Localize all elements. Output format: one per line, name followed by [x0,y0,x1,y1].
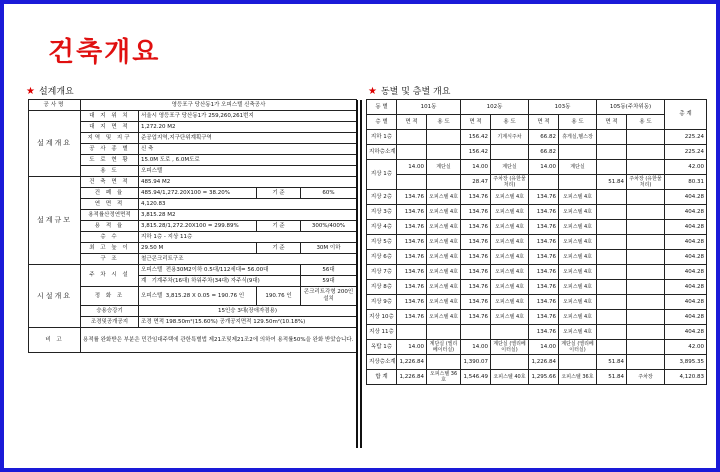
table-cell: 휴게실,헬스장 [559,130,597,145]
cell-category: 비 고 [29,328,81,353]
cell-label: 기 준 [257,188,301,199]
document-frame [4,4,716,468]
table-cell: 134.76 [397,295,427,310]
floor-label-cell: 지상 3층 [367,205,397,220]
header-cell: 총 계 [665,100,707,130]
total-cell: 404.28 [665,295,707,310]
table-cell: 14.00 [529,160,559,175]
header-cell: 면 적 [529,115,559,130]
table-cell: 오피스텔 4호 [559,250,597,265]
table-cell [491,325,529,340]
table-cell: 14.00 [397,160,427,175]
divider [356,100,358,448]
divider [360,100,362,448]
table-cell: 계단실 (엘리베이터실) [559,340,597,355]
table-cell [627,145,665,160]
table-cell: 134.76 [397,310,427,325]
table-cell: 오피스텔 4호 [427,235,461,250]
table-cell [427,325,461,340]
table-cell [627,130,665,145]
table-row [367,175,707,190]
section-heading-design [26,84,74,97]
floor-label-cell: 옥탑 1층 [367,340,397,355]
cell-sub: 오피스텔 [141,266,163,273]
table-cell: 134.76 [529,280,559,295]
total-cell: 3,895.35 [665,355,707,370]
cell-value: 서울시 영등포구 당산동1가 259,260,261번지 [139,111,357,122]
cell-value [139,276,301,287]
table-cell: 134.76 [461,235,491,250]
total-cell: 225.24 [665,145,707,160]
table-cell: 1,226.84 [529,355,559,370]
cell-value: 59대 [301,276,357,287]
table-row [367,145,707,160]
cell-value [139,265,301,276]
table-row [29,177,357,188]
cell-label: 건 축 면 적 [81,177,139,188]
table-cell: 134.76 [529,295,559,310]
cell-label: 용적률산정연면적 [81,210,139,221]
cell-label: 주 차 시 설 [81,265,139,287]
table-cell: 134.76 [529,250,559,265]
table-cell [597,295,627,310]
table-cell [627,190,665,205]
cell-label: 용 적 율 [81,221,139,232]
table-cell [627,220,665,235]
header-cell: 105동(주차위동) [597,100,665,115]
table-cell: 1,226.84 [397,370,427,385]
cell-value: 용적률 완화받은 부분은 민간임대주택에 관한특별법 제21조및제21조2에 의하여 용적률50%을 완화 받았습니다. [81,328,357,353]
table-cell: 오피스텔 36호 [559,370,597,385]
table-cell: 오피스텔 4호 [559,295,597,310]
table-cell: 오피스텔 4호 [559,190,597,205]
total-cell: 4,120.83 [665,370,707,385]
cell-value: 조경 면적 198.50m²(15.60%) 공개공지면적 129.50m²(10.18%) [139,317,357,328]
table-cell: 오피스텔 40호 [491,370,529,385]
table-cell: 134.76 [397,220,427,235]
cell-value: 오피스텔 [139,166,357,177]
table-cell: 134.76 [529,265,559,280]
floor-label-cell: 지상 9층 [367,295,397,310]
star-icon: ★ [26,86,35,97]
cell-label: 공 사 종 별 [81,144,139,155]
table-cell [597,220,627,235]
cell-value: 콘크리트각형 200인 설치 [301,287,357,306]
table-cell [529,175,559,190]
table-cell: 오피스텔 4호 [427,250,461,265]
cell-value: 485.94 M2 [139,177,357,188]
total-cell: 404.28 [665,250,707,265]
floor-label-cell: 지상 8층 [367,280,397,295]
cell-value: 준공업지역,지구단위계획구역 [139,133,357,144]
cell-label: 대 지 면 적 [81,122,139,133]
table-cell: 51.84 [597,370,627,385]
table-cell: 오피스텔 4호 [559,310,597,325]
table-row [367,160,707,175]
cell-value: 29.50 M [139,243,257,254]
table-cell [597,205,627,220]
table-row [367,250,707,265]
table-cell: 주차장 [627,370,665,385]
table-cell: 134.76 [397,280,427,295]
cell-label: 용 도 [81,166,139,177]
table-cell: 오피스텔 4호 [559,265,597,280]
cell-sub: 전용30M2이하 0.5대/112세대= 56.00대 [165,266,269,273]
floor-overview-table [366,99,707,385]
cell-value: 3,815.28 M2 [139,210,357,221]
total-cell: 404.28 [665,280,707,295]
table-cell: 134.76 [461,250,491,265]
table-cell: 14.00 [461,160,491,175]
table-cell: 51.84 [597,175,627,190]
cell-category: 설계규모 [29,177,81,265]
total-cell: 404.28 [665,235,707,250]
table-cell: 오피스텔 4호 [427,265,461,280]
cell-value: 15.0M 도로 , 6.0M도로 [139,155,357,166]
table-row [29,100,357,111]
table-cell: 오피스텔 4호 [559,205,597,220]
table-cell: 오피스텔 4호 [559,325,597,340]
floor-label-cell: 지상 2층 [367,190,397,205]
table-cell: 14.00 [397,340,427,355]
table-cell [427,175,461,190]
header-cell [367,100,397,115]
table-cell [627,340,665,355]
table-cell: 오피스텔 4호 [491,250,529,265]
table-cell: 134.76 [529,190,559,205]
table-cell [427,145,461,160]
table-row [367,355,707,370]
table-cell [627,325,665,340]
table-cell: 계단실 (엘리베이터실) [491,340,529,355]
table-cell: 134.76 [397,235,427,250]
cell-category: 공사명 [29,100,81,111]
table-cell: 134.76 [461,280,491,295]
section-heading-floors [368,84,450,97]
table-cell: 134.76 [461,310,491,325]
table-cell [597,250,627,265]
table-cell: 134.76 [397,205,427,220]
table-cell: 주차장 (유한물처리) [627,175,665,190]
table-row [367,205,707,220]
cell-value: 4,120.83 [139,199,357,210]
total-cell: 404.28 [665,220,707,235]
table-cell [597,280,627,295]
cell-value: 철근콘크리트구조 [139,254,357,265]
table-row [367,220,707,235]
table-cell: 134.76 [529,310,559,325]
table-cell: 134.76 [461,295,491,310]
table-cell: 14.00 [461,340,491,355]
floor-label-cell: 지상 11층 [367,325,397,340]
header-text: 동 별 [375,103,388,110]
header-cell: 103동 [529,100,597,115]
table-cell [627,205,665,220]
table-cell: 오피스텔 4호 [491,265,529,280]
table-cell: 134.76 [461,265,491,280]
total-cell: 225.24 [665,130,707,145]
table-row [29,111,357,122]
table-row [367,340,707,355]
cell-category: 설계개요 [29,111,81,177]
floor-label-cell: 합 계 [367,370,397,385]
total-cell: 404.28 [665,325,707,340]
table-row [367,280,707,295]
cell-label: 조경및공개공지 [81,317,139,328]
cell-value: 지하 1층 - 지상 11층 [139,232,357,243]
table-cell: 1,226.84 [397,355,427,370]
table-cell: 134.76 [529,325,559,340]
cell-label: 대 지 위 치 [81,111,139,122]
table-cell: 134.76 [397,250,427,265]
cell-value: 1,272.20 M2 [139,122,357,133]
table-cell: 134.76 [397,190,427,205]
table-row [29,265,357,276]
floor-table-body [367,130,707,385]
table-cell [627,355,665,370]
table-cell: 오피스텔 4호 [427,280,461,295]
header-cell: 면 적 [597,115,627,130]
floor-label-cell: 지하 1층 [367,130,397,145]
cell-sub: 계 [141,277,147,284]
cell-label: 기 준 [257,221,301,232]
table-header-row [367,100,707,115]
table-cell: 1,546.49 [461,370,491,385]
table-cell [597,130,627,145]
total-cell: 42.00 [665,340,707,355]
floor-label-cell: 지상 6층 [367,250,397,265]
table-row [367,310,707,325]
table-cell: 134.76 [529,235,559,250]
cell-label: 층 수 [81,232,139,243]
table-cell [597,340,627,355]
cell-sub: 기계주차(16대) 하워주차(34대) 자주식(9대) [151,277,260,284]
section-heading-text: 동별 및 층별 개요 [380,87,451,97]
table-cell: 오피스텔 4호 [491,310,529,325]
total-cell: 404.28 [665,205,707,220]
table-cell [627,280,665,295]
table-cell: 오피스텔 36호 [427,370,461,385]
cell-label: 최 고 높 이 [81,243,139,254]
cell-label: 도 로 현 황 [81,155,139,166]
table-header-row [367,115,707,130]
floor-label-cell: 지하층소계 [367,145,397,160]
table-cell: 오피스텔 4호 [427,205,461,220]
table-cell: 134.76 [529,220,559,235]
floor-label-cell: 지상 10층 [367,310,397,325]
table-cell: 134.76 [397,265,427,280]
cell-value [139,287,257,306]
table-cell [397,130,427,145]
table-cell [627,160,665,175]
table-row [367,235,707,250]
header-cell: 102동 [461,100,529,115]
table-cell: 134.76 [461,190,491,205]
cell-value: 190.76 인 [257,287,301,306]
header-cell: 층 별 [367,115,397,130]
cell-sub: 오피스텔 [141,292,163,299]
table-cell: 오피스텔 4호 [491,220,529,235]
table-cell: 오피스텔 4호 [427,295,461,310]
header-cell: 면 적 [397,115,427,130]
cell-value: 30M 이하 [301,243,357,254]
table-cell: 1,295.66 [529,370,559,385]
header-cell: 101동 [397,100,461,115]
total-cell: 404.28 [665,310,707,325]
table-cell: 계단실 [491,160,529,175]
table-cell: 오피스텔 4호 [491,235,529,250]
cell-label: 구 조 [81,254,139,265]
cell-label: 건 폐 율 [81,188,139,199]
table-cell: 오피스텔 4호 [559,235,597,250]
table-cell [597,160,627,175]
table-cell: 1,390.07 [461,355,491,370]
table-cell: 66.82 [529,145,559,160]
header-cell: 용 도 [559,115,597,130]
table-cell: 134.76 [461,220,491,235]
table-cell [397,145,427,160]
table-cell: 오피스텔 4호 [427,190,461,205]
table-row [29,328,357,353]
table-row [367,295,707,310]
cell-value: 3,815.28/1,272.20X100 = 299.89% [139,221,257,232]
cell-value: 300%/400% [301,221,357,232]
table-cell [627,295,665,310]
floor-label-cell: 지상 4층 [367,220,397,235]
cell-label: 정 화 조 [81,287,139,306]
table-cell [559,355,597,370]
page-title: 건축개요 [48,37,161,68]
floor-label-cell: 지상층소계 [367,355,397,370]
table-cell [491,145,529,160]
floor-label-cell: 지상 1층 [367,160,397,190]
table-cell [597,145,627,160]
total-cell: 404.28 [665,265,707,280]
table-cell: 28.47 [461,175,491,190]
cell-value: 15인승 3대(장애자겸용) [139,306,357,317]
header-cell: 용 도 [627,115,665,130]
table-cell [627,235,665,250]
table-cell [559,145,597,160]
cell-label: 승용승강기 [81,306,139,317]
table-cell: 134.76 [529,205,559,220]
table-cell [397,175,427,190]
cell-value: 485.94/1,272.20X100 = 38.20% [139,188,257,199]
table-row [367,130,707,145]
table-cell [627,250,665,265]
cell-label: 연 면 적 [81,199,139,210]
floor-label-cell: 지상 5층 [367,235,397,250]
table-cell: 오피스텔 4호 [491,280,529,295]
table-cell [597,325,627,340]
total-cell: 80.31 [665,175,707,190]
table-cell: 계단실 (엘리베이터실) [427,340,461,355]
floor-label-cell: 지상 7층 [367,265,397,280]
table-cell: 51.84 [597,355,627,370]
cell-value: 60% [301,188,357,199]
header-cell: 용 도 [491,115,529,130]
table-row [367,265,707,280]
table-cell: 기계식주차 [491,130,529,145]
table-row [367,190,707,205]
cell-sub: 3,815.28 X 0.05 = 190.76 인 [165,292,245,299]
header-cell: 면 적 [461,115,491,130]
total-cell: 404.28 [665,190,707,205]
cell-value: 신 축 [139,144,357,155]
table-cell: 오피스텔 4호 [427,220,461,235]
cell-label: 기 준 [257,243,301,254]
table-cell [627,310,665,325]
table-cell [397,325,427,340]
table-cell: 오피스텔 4호 [559,280,597,295]
table-row [367,325,707,340]
table-cell [597,265,627,280]
table-cell: 계단실 [559,160,597,175]
total-cell: 42.00 [665,160,707,175]
design-overview-table [28,99,357,353]
cell-value: 영등포구 당산동1가 오피스텔 신축공사 [81,100,357,111]
header-cell: 용 도 [427,115,461,130]
table-cell: 오피스텔 4호 [427,310,461,325]
cell-label: 지역 및 지구 [81,133,139,144]
table-cell: 156.42 [461,145,491,160]
table-cell [627,265,665,280]
table-row [367,370,707,385]
table-cell [597,190,627,205]
cell-value: 56대 [301,265,357,276]
table-cell [559,175,597,190]
table-cell: 14.00 [529,340,559,355]
table-cell [597,235,627,250]
table-cell: 오피스텔 4호 [491,190,529,205]
table-cell: 계단실 [427,160,461,175]
cell-category: 시설개요 [29,265,81,328]
table-cell [461,325,491,340]
table-cell [491,355,529,370]
table-cell [597,310,627,325]
section-heading-text: 설계개요 [38,87,74,97]
table-cell: 오피스텔 4호 [491,295,529,310]
table-cell: 134.76 [461,205,491,220]
table-cell: 66.82 [529,130,559,145]
table-cell: 주차장 (유한물처리) [491,175,529,190]
table-cell [427,130,461,145]
table-cell: 156.42 [461,130,491,145]
table-cell: 오피스텔 4호 [491,205,529,220]
table-cell: 오피스텔 4호 [559,220,597,235]
table-cell [427,355,461,370]
star-icon: ★ [368,86,377,97]
